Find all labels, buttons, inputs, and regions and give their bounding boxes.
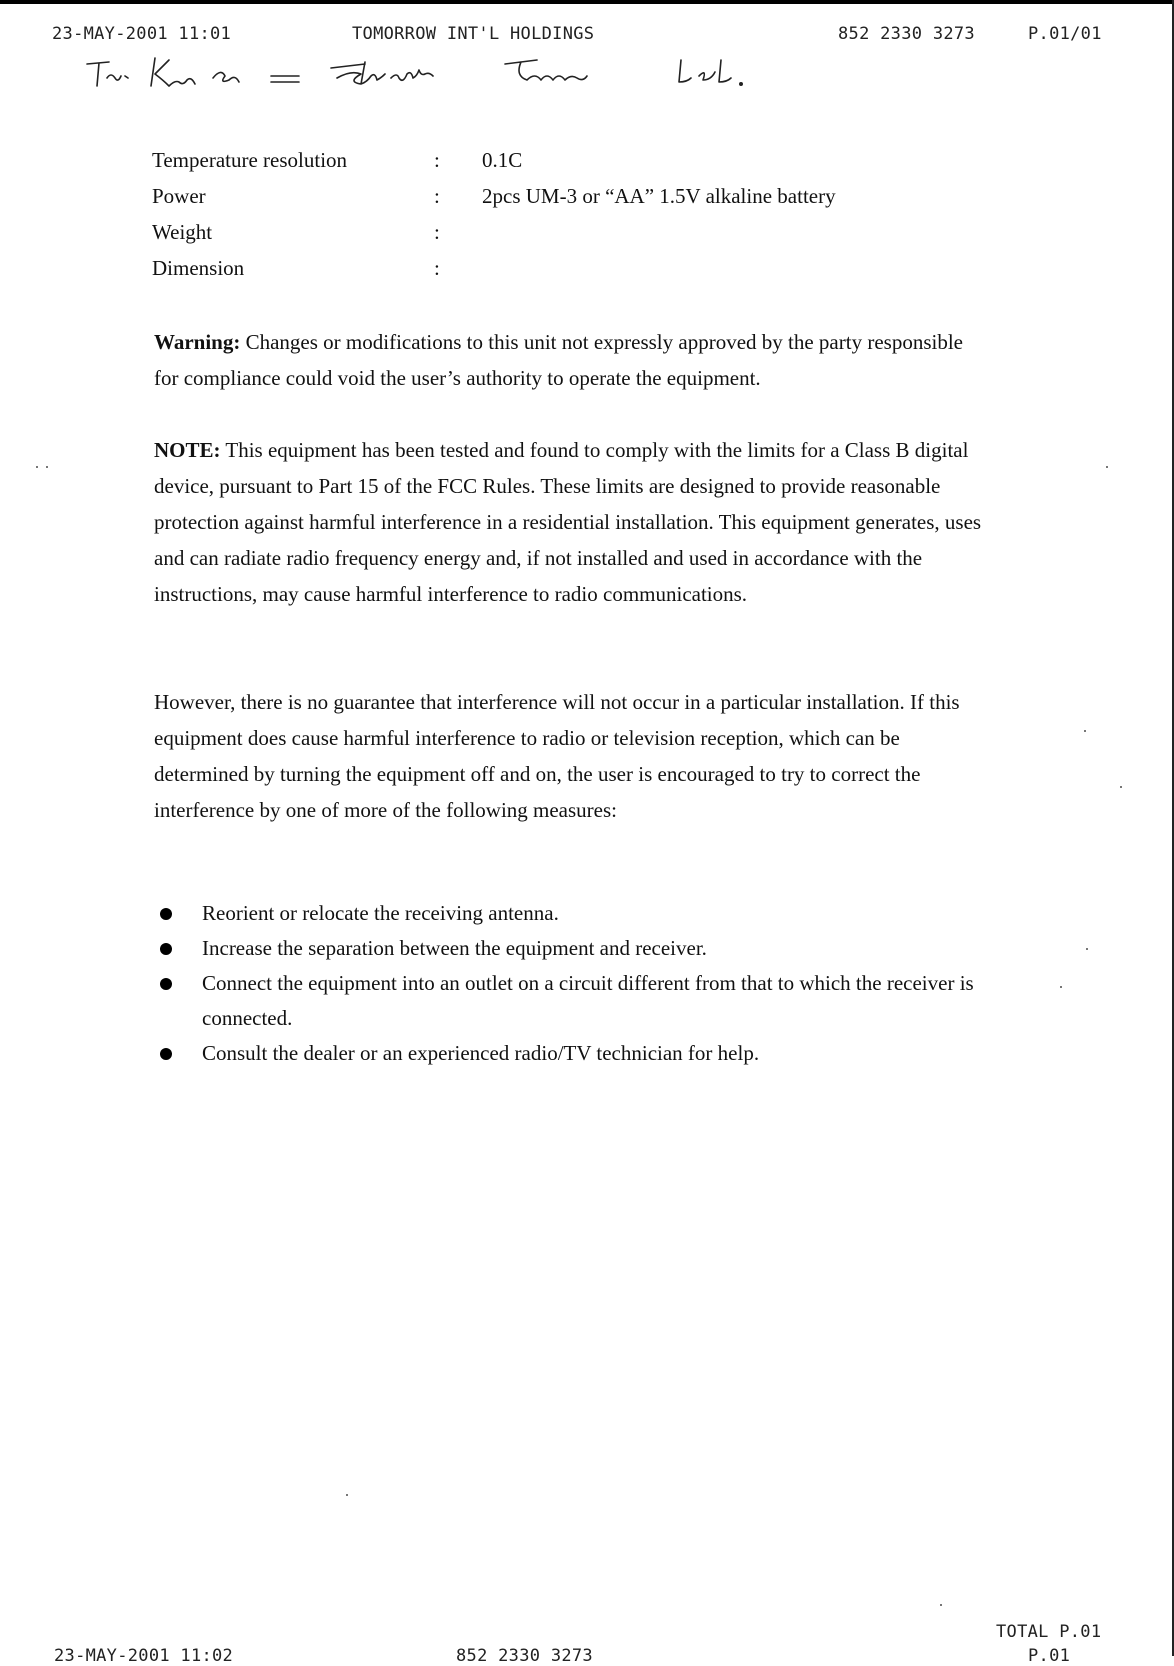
bullet-icon bbox=[160, 1048, 172, 1060]
scan-noise bbox=[940, 1604, 942, 1606]
fax-footer-total: TOTAL P.01 bbox=[996, 1622, 1102, 1642]
spec-value: 2pcs UM-3 or “AA” 1.5V alkaline battery bbox=[482, 183, 836, 208]
list-item bbox=[154, 896, 984, 931]
list-item bbox=[154, 931, 984, 966]
fax-header-sender: TOMORROW INT'L HOLDINGS bbox=[352, 24, 595, 44]
spec-value: 0.1C bbox=[482, 147, 523, 172]
spec-label: Dimension bbox=[152, 255, 245, 280]
spec-row bbox=[152, 214, 836, 250]
scan-noise bbox=[1106, 466, 1108, 468]
fax-footer-phone: 852 2330 3273 bbox=[456, 1646, 593, 1666]
list-item bbox=[154, 966, 984, 1036]
fax-header-datetime: 23-MAY-2001 11:01 bbox=[52, 24, 232, 44]
measure-text: Reorient or relocate the receiving antenna. bbox=[202, 901, 559, 925]
spec-label: Power bbox=[152, 183, 206, 208]
measure-text: Connect the equipment into an outlet on a circuit different from that to which the receiver is connected. bbox=[202, 971, 974, 1030]
spec-row bbox=[152, 250, 836, 286]
note-heading: NOTE: bbox=[154, 438, 221, 462]
spec-separator: : bbox=[434, 219, 440, 244]
bullet-icon bbox=[160, 943, 172, 955]
spec-row bbox=[152, 178, 836, 214]
spec-row bbox=[152, 142, 836, 178]
spec-separator: : bbox=[434, 183, 440, 208]
fax-top-border bbox=[0, 0, 1174, 4]
specifications-table bbox=[152, 142, 836, 286]
handwritten-note-signature bbox=[85, 52, 785, 96]
spec-label: Temperature resolution bbox=[152, 147, 348, 172]
fax-header-page: P.01/01 bbox=[1028, 24, 1102, 44]
spec-separator: : bbox=[434, 147, 440, 172]
list-item bbox=[154, 1036, 984, 1071]
fcc-note-paragraph bbox=[154, 432, 984, 612]
measures-list bbox=[154, 896, 984, 1071]
scan-noise bbox=[1120, 786, 1122, 788]
spec-separator: : bbox=[434, 255, 440, 280]
note-text: This equipment has been tested and found to comply with the limits for a Class B digital device, pursuant to Part 15 of the FCC Rules. These limits are designed to provide reasonable protection against harmful interference in a residential installation. This equipment generates, uses and can radiate radio frequency energy and, if not installed and used in accordance with the instructions, may cause harmful interference to radio communications. bbox=[154, 438, 982, 606]
interference-paragraph: However, there is no guarantee that interference will not occur in a particular installation. If this equipment does cause harmful interference to radio or television reception, which can be determined by turning the equipment off and on, the user is encouraged to try to correct the interference by one of more of the following measures: bbox=[154, 690, 960, 822]
warning-paragraph bbox=[154, 324, 984, 396]
measure-text: Increase the separation between the equipment and receiver. bbox=[202, 936, 707, 960]
scan-noise bbox=[46, 466, 48, 468]
fax-footer-page: P.01 bbox=[1028, 1646, 1071, 1666]
measure-text: Consult the dealer or an experienced radio/TV technician for help. bbox=[202, 1041, 760, 1065]
scan-noise bbox=[346, 1494, 348, 1496]
warning-text: Changes or modifications to this unit not expressly approved by the party responsible for compliance could void the user’s authority to operate the equipment. bbox=[154, 330, 963, 390]
scan-noise bbox=[36, 466, 38, 468]
fax-header-phone: 852 2330 3273 bbox=[838, 24, 975, 44]
scan-noise bbox=[1084, 730, 1086, 732]
scan-noise bbox=[1086, 948, 1088, 950]
warning-heading: Warning: bbox=[154, 330, 241, 354]
bullet-icon bbox=[160, 978, 172, 990]
bullet-icon bbox=[160, 908, 172, 920]
spec-label: Weight bbox=[152, 219, 213, 244]
scan-noise bbox=[1060, 986, 1062, 988]
fax-footer-datetime: 23-MAY-2001 11:02 bbox=[54, 1646, 234, 1666]
